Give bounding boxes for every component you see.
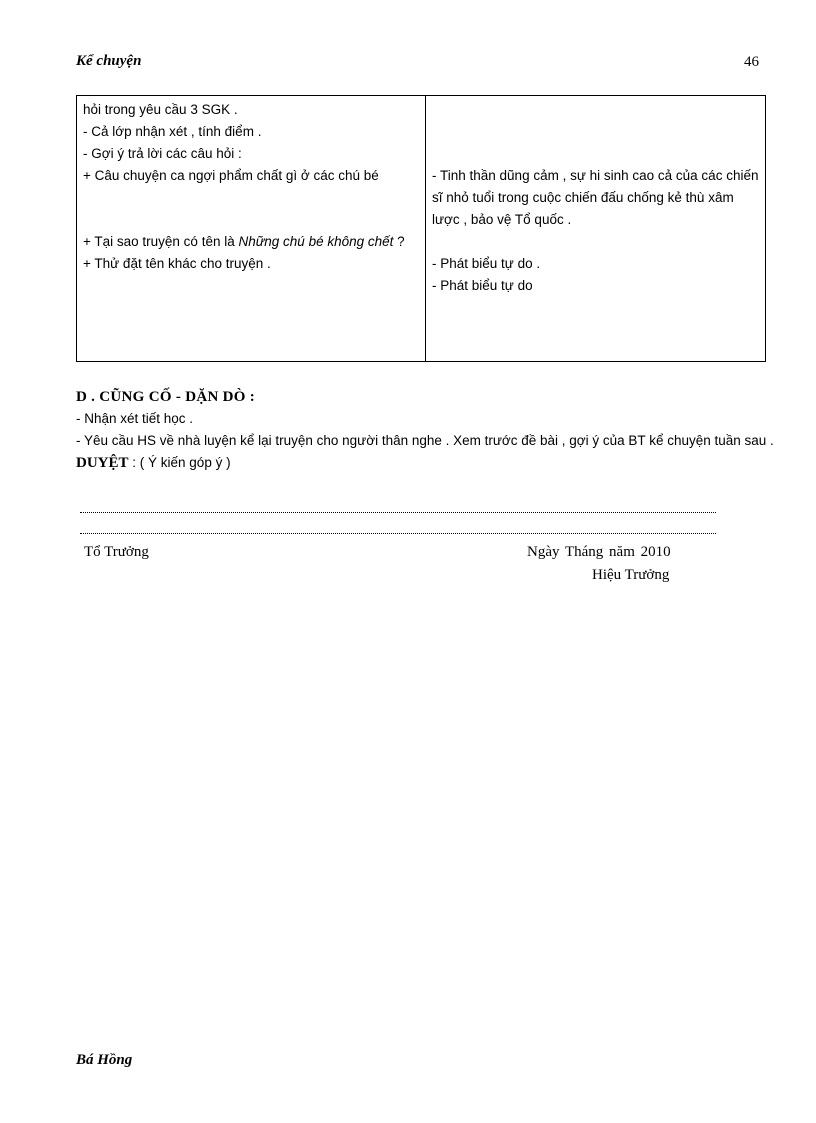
lesson-table — [76, 95, 766, 362]
signature-date: Ngày Tháng năm 2010 — [527, 544, 671, 560]
table-row — [77, 96, 766, 362]
question-2 — [83, 231, 419, 253]
closing-item-1: - Nhận xét tiết học . — [76, 411, 194, 426]
approval-note: : ( Ý kiến góp ý ) — [132, 455, 231, 470]
spacer — [432, 99, 759, 143]
comment-dotted-line — [80, 512, 716, 513]
closing-item-2: - Yêu cầu HS về nhà luyện kể lại truyện cho người thân nghe . Xem trước đề bài , gợi ý của BT kể chuyện tuần sau . — [76, 433, 774, 448]
spacer — [432, 143, 759, 165]
student-activity-cell — [426, 96, 766, 362]
closing-section — [76, 386, 776, 474]
page-number: 46 — [744, 54, 759, 70]
question-2-prefix: + Tại sao truyện có tên là — [83, 234, 239, 249]
question-2-suffix: ? — [393, 234, 405, 249]
answer-3: - Phát biểu tự do — [432, 278, 533, 293]
spacer — [83, 187, 419, 231]
comment-dotted-line — [80, 533, 716, 534]
story-title-italic: Những chú bé không chết — [238, 234, 394, 249]
section-title: D . CŨNG CỐ - DẶN DÒ : — [76, 389, 256, 405]
team-leader-signature: Tổ Trưởng — [84, 544, 149, 560]
table-left-line-1: hỏi trong yêu cầu 3 SGK . — [83, 102, 238, 117]
answer-2: - Phát biểu tự do . — [432, 256, 541, 271]
footer-name: Bá Hồng — [76, 1052, 133, 1068]
principal-signature: Hiệu Trưởng — [592, 567, 670, 583]
table-left-line-3: - Gợi ý trả lời các câu hỏi : — [83, 146, 242, 161]
spacer — [432, 231, 759, 253]
approval-label: DUYỆT — [76, 455, 129, 471]
header-title: Kể chuyện — [76, 53, 142, 69]
question-3: + Thử đặt tên khác cho truyện . — [83, 256, 271, 271]
answer-1: - Tinh thần dũng cảm , sự hi sinh cao cả của các chiến sĩ nhỏ tuổi trong cuộc chiến đấu chống kẻ thù xâm lược , bảo vệ Tổ quốc . — [432, 168, 759, 227]
question-1: + Câu chuyện ca ngợi phẩm chất gì ở các chú bé — [83, 168, 379, 183]
table-left-line-2: - Cả lớp nhận xét , tính điểm . — [83, 124, 262, 139]
teacher-activity-cell — [77, 96, 426, 362]
approval-line — [76, 452, 776, 474]
